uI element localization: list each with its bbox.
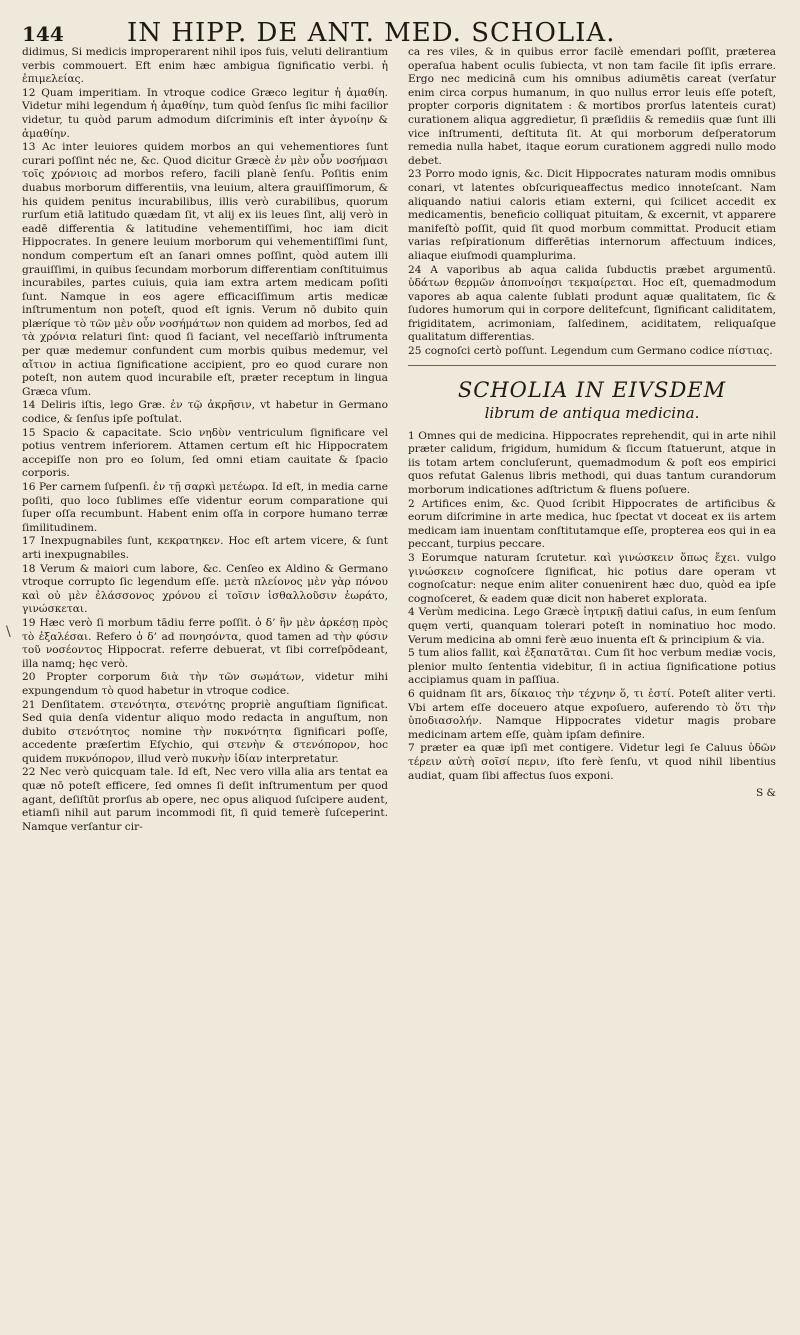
note-paragraph: 24 A vaporibus ab aqua calida ſubductis præbet argumentū. ὑδάτων θερμῶν ἀποπνοίῃσι τεκμαίρεται. Hoc eſt, quemadmodum vapores ab aqua calente ſublati produnt aquæ qualitatem, ſic & ſudores humorum qui in corpore delitefcunt, ſignificant caliditatem, frigiditatem, acrimoniam, ſalſedinem, aciditatem, reliquaſque qualitatum differentias.	[408, 263, 776, 344]
catchword: S &	[755, 787, 776, 800]
running-head: IN HIPP. DE ANT. MED. SCHOLIA.	[127, 18, 616, 48]
note-paragraph: 6 quidnam ſit ars, δίκαιος τὴν τέχνην ὅ, τι ἐστί. Poteſt aliter verti. Vbi artem eſſe doceuero atque expoſuero, auferendo τὸ ὅτι τὴν ὑποδιασολήν. Namque Hippocrates videtur magis probare medicinam artem eſſe, quàm ipſam definire.	[408, 687, 776, 741]
scholia-subtitle: librum de antiqua medicina.	[484, 403, 700, 422]
scholia-title: SCHOLIA IN EIVSDEM	[457, 377, 727, 402]
note-paragraph: ca res viles, & in quibus error facilè emendari poſſit, præterea operaſua habent oculis ſubiecta, vt non tam facile ſit ipſis errare. Ergo nec medicinā cum his omnibus adiumētis careat (verſatur enim circa corpus humanum, in quo nullus error leuis eſſe poteſt, propter corporis dignitatem : & mortibos prorſus latenteis curat) curationem aliqua aggredietur, ſi præſidiis & remediis quæ ſunt illi vice inſtrumenti, deſtituta ſit. At qui morborum deſperatorum remedia nulla habet, itaque eorum curationem aggredi nullo modo debet.	[408, 46, 776, 167]
margin-mark: \	[6, 624, 11, 640]
note-paragraph: 13 Ac inter leuiores quidem morbos an qui vehementiores ſunt curari poſſint néc ne, &c. Quod dicitur Græcè ἐν μὲν οὖν νοσήμασι τοῖς χρόνιοις ad morbos refero, facili planè ſenſu. Poſitis enim duabus morborum differentiis, vna leuium, altera grauiſſimorum, & his quidem penitus incurabilibus, illis verò curabilibus, quorum rurſum etiā latitudo quædam ſit, vt alij ex iis leues ſint, alij verò in eadē differentia & latitudine vehementiſſimi, hoc iam dicit Hippocrates. In genere leuium morborum qui vehementiſſimi ſunt, nondum compertum eſt an ſanari omnes poſſint, quòd autem illi grauiſſimi, in quibus ſecundam morborum differentiam conſtituimus incurabiles, partes cuiuis, quia iam extra artem medicam poſiti ſunt. Namque in eos agere efficaciſſimum artis medicæ inſtrumentum non poteſt, quod eſt ignis. Verum nō dubito quin plæríque τὸ τῶν μὲν οὖν νοσήμάτων non quidem ad morbos, ſed ad τὰ χρόνια relaturi ſint: quod ſi faciant, vel neceſſariò inſtrumenta per quæ medemur confundent cum morbis quibus medemur, vel αἴτιον in actiua ſignificatione accipient, pro eo quod curare non poteſt, non autem quod incurabile eſt, præter receptum in lingua Græca vſum.	[22, 141, 388, 398]
section-divider	[408, 365, 776, 366]
note-paragraph: 1 Omnes qui de medicina. Hippocrates reprehendit, qui in arte nihil præter calidum, frigidum, humidum & ſiccum ſtatuerunt, atque in iis totam artem concluſerunt, quemadmodum & poſt eos empirici quos refutat Galenus libris methodi, qui duas tantum curandorum morborum indicationes adſtrictum & fluens poſuere.	[408, 429, 776, 497]
note-paragraph: 3 Eorumque naturam ſcrutetur. καὶ γινώσκειν ὅπως ἔχει. vulgo γινώσκειν cognoſcere ſignificat, hic potius dare operam vt cognoſcatur: neque enim aliter conuenirent hæc duo, quòd ea ipſe cognoſceret, & eadem quæ dicit non haberet explorata.	[408, 552, 776, 605]
note-paragraph: 7 præter ea quæ ipſi met contigere. Videtur legi ſe Caluus ὑδῶν τέρειν αὐτὴ σοῖσί περιν, iſto ferè ſenſu, vt quod nihil libentius audiat, quam ſibi affectus ſuos exponi.	[408, 742, 776, 782]
note-paragraph: 5 tum alios fallit, καὶ ἐξαπατᾶται. Cum ſit hoc verbum mediæ vocis, plenior multo ſententia videbitur, ſi in actiua ſignificatione potius accipiamus quam in paſſiua.	[408, 647, 776, 687]
note-paragraph: 18 Verum & maiori cum labore, &c. Cenſeo ex Aldino & Germano vtroque corrupto ſic legendum eſſe. μετὰ πλείονος μὲν γὰρ πόνου καὶ οὐ μὲν ἐλάσσονος χρόνου εἰ τοῖσιν ἰσθαλλοῦσιν ἐωράτο, γινώσκεται.	[22, 562, 388, 616]
note-paragraph: 15 Spacio & capacitate. Scio νηδὺν ventriculum ſignificare vel potius ventrem inferiorem. Attamen certum eſt hic Hippocratem accepiſſe non pro eo ſolum, ſed omni etiam cauitate & ſpacio corporis.	[22, 426, 388, 480]
note-paragraph: 22 Nec verò quicquam tale. Id eſt, Nec vero villa alia ars tentat ea quæ nō poteſt efficere, ſed omnes ſi deſit inſtrumentum per quod agant, deſiſtūt prorſus ab opere, nec opus aliquod ſuſcipere audent, etiamſi nihil aut parum incommodi ſit, ſi quid temerè ſuſceperint. Namque verſantur cir-	[22, 766, 388, 833]
page-number: 144	[22, 22, 64, 46]
note-paragraph: 4 Verùm medicina. Lego Græcè ἰητρικῇ datiui caſus, in eum ſenſum quęm verti, quanquam tolerari poteſt in nominatiuo hoc modo. Verum medicina ab omni ferè æuo inuenta eſt & principium & via.	[408, 606, 776, 646]
left-column	[22, 46, 388, 834]
note-paragraph: 25 cognoſci certò poſſunt. Legendum cum Germano codice πίστιας.	[408, 345, 773, 358]
note-paragraph: 19 Hæc verò ſi morbum tādiu ferre poſſit. ὁ δ’ ἢν μὲν ἀρκέσῃ πρὸς τὸ ἐξαλέσαι. Refero ὁ δ’ ad πονησόντα, quod tamen ad τὴν φύσιν τοῦ νοσέοντος Hippocrat. referre debuerat, vt ſibi correſpōdeant, illa namq; hęc verò.	[22, 616, 388, 670]
note-paragraph: 2 Artifices enim, &c. Quod ſcribit Hippocrates de artificibus & eorum diſcrimine in arte medica, huc ſpectat vt doceat ex iis artem medicam iam inuentam conſtitutamque eſſe, propterea eos qui in ea peccant, turpius peccare.	[408, 497, 776, 551]
page-header	[22, 14, 762, 50]
note-paragraph: 17 Inexpugnabiles ſunt, κεκρατηκεν. Hoc eſt artem vicere, & ſunt arti inexpugnabiles.	[22, 535, 388, 561]
note-paragraph: didimus, Si medicis improperarent nihil ipos fuis, veluti delirantium verbis commouert. Eft enim hæc ambigua ſignificatio verbi. ἡ ἐπιμελείας.	[22, 46, 388, 86]
note-paragraph: 20 Propter corporum διὰ τὴν τῶν σωμάτων, videtur mihi expungendum τὸ quod habetur in vtroque codice.	[22, 671, 388, 697]
note-paragraph: 12 Quam imperitiam. In vtroque codice Græco legitur ἡ ἀμαθίη. Videtur mihi legendum ἡ ἀμαθίην, tum quòd ſenſus ſic mihi facilior videtur, tu quòd parum admodum diſcriminis eſt inter ἀγνοίην & ἀμαθίην.	[22, 86, 388, 140]
note-paragraph: 16 Per carnem ſuſpenſi. ἐν τῇ σαρκὶ μετέωρα. Id eſt, in media carne poſiti, quo loco ſublimes eſſe videntur eorum comparatione qui ſuper oſſa recumbunt. Habent enim oſſa in corpore humano terræ ſimilitudinem.	[22, 481, 388, 534]
note-paragraph: 14 Deliris iſtis, lego Græ. ἐν τῷ ἀκρῆσιν, vt habetur in Germano codice, & ſenſus ipſe poſtulat.	[22, 399, 388, 426]
note-paragraph: 23 Porro modo ignis, &c. Dicit Hippocrates naturam modis omnibus conari, vt latentes obſcuriqueaffectus medico innoteſcant. Nam aliquando natiui caloris etiam externi, qui ſcilicet accedit ex medicamentis, beneficio colliquat pituitam, & excernit, vt apparere manifeſtò poſſit, quid ſit quod morbum committat. Producit etiam varias reſpirationum differētias internorum affectuum indices, aliaque eiuſmodi quamplurima.	[408, 168, 776, 262]
right-column	[408, 46, 776, 801]
note-paragraph: 21 Denſitatem. στενότητα, στενότης propriè anguſtiam ſignificat. Sed quia denſa videntur aliquo modo redacta in anguſtum, non dubito στενότητος nomine τὴν πυκνότητα ſignificari poſſe, accedente præſertim Eſychio, qui στενὴν & στενόπορον, hoc quidem πυκνόπορον, illud verò πυκνὴν ἰδίαν interpretatur.	[22, 698, 388, 765]
